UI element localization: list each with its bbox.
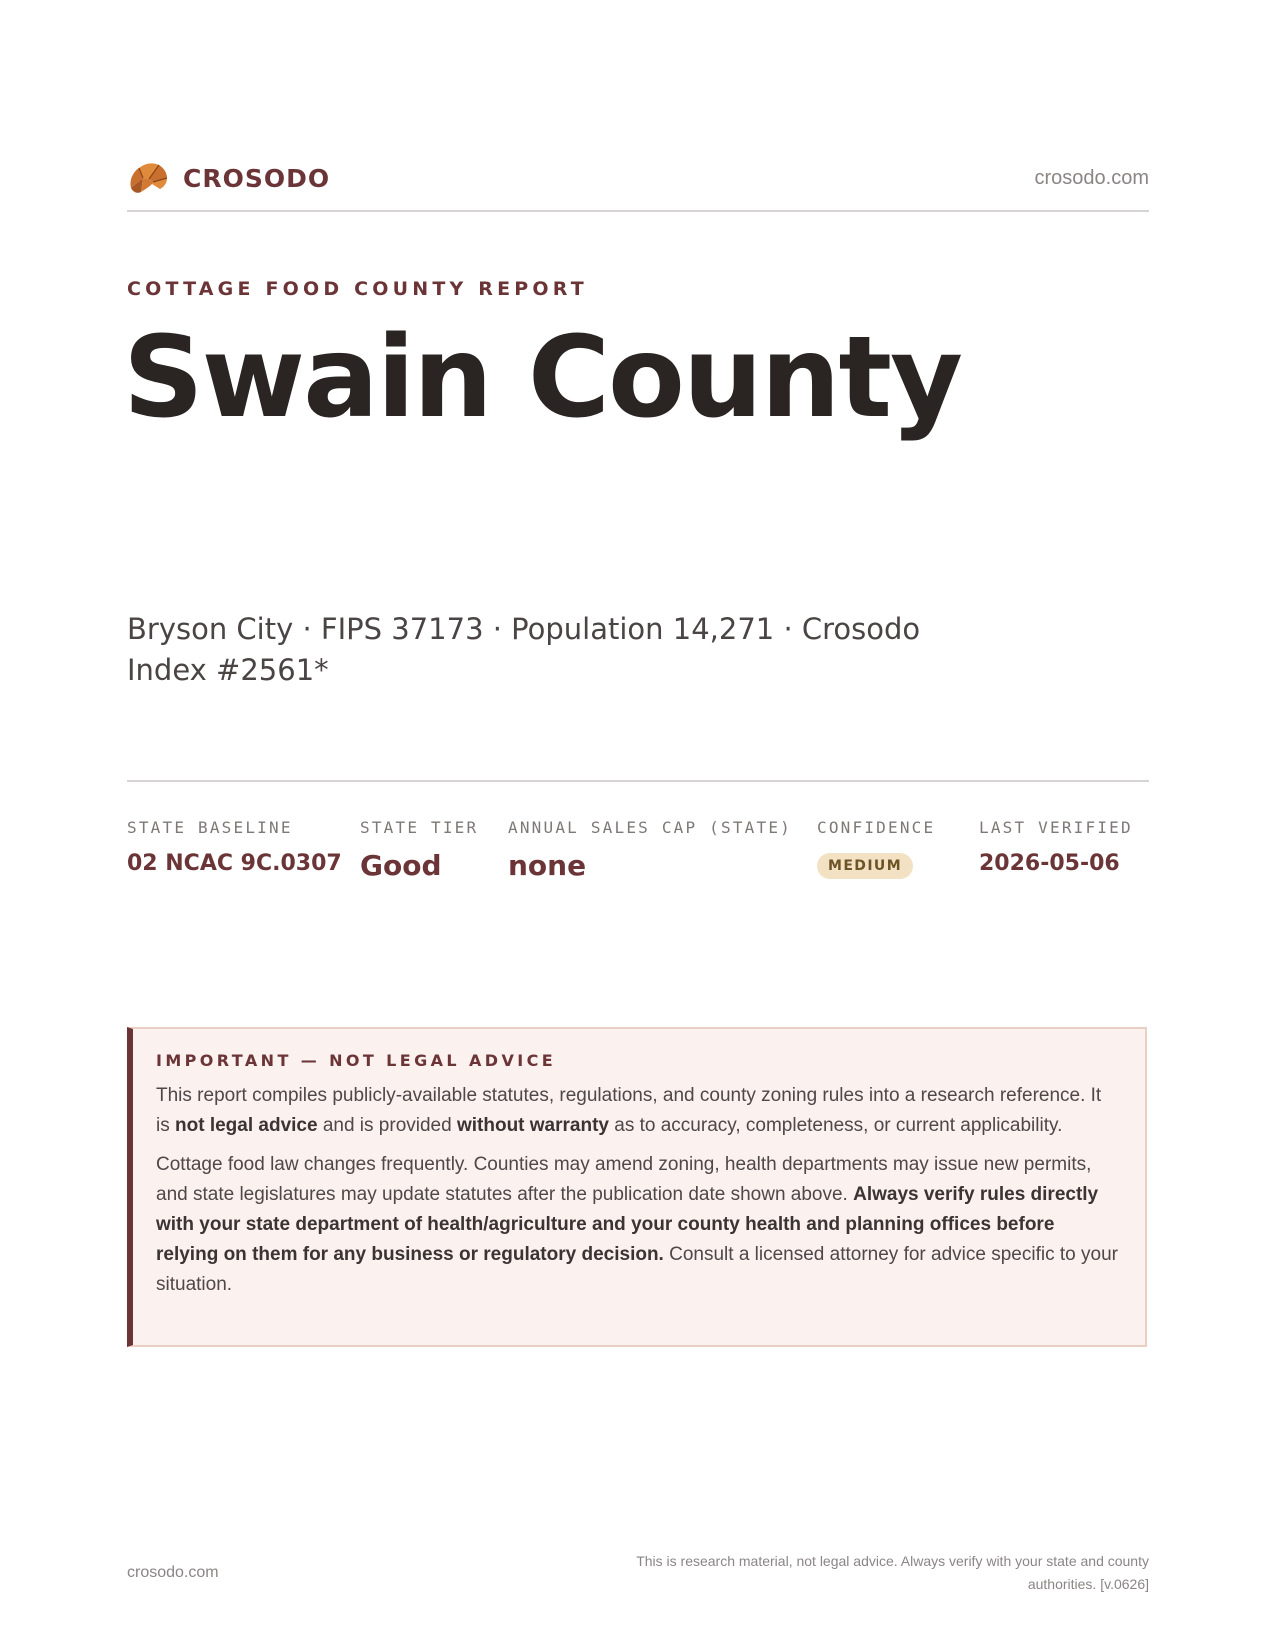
stat-label: CONFIDENCE bbox=[817, 818, 936, 837]
notice-title: IMPORTANT — NOT LEGAL ADVICE bbox=[156, 1051, 557, 1070]
stat-state-baseline bbox=[127, 818, 342, 876]
stat-label: LAST VERIFIED bbox=[979, 818, 1133, 837]
page-title: Swain County bbox=[123, 313, 961, 443]
page-header bbox=[127, 158, 1149, 200]
confidence-badge: MEDIUM bbox=[817, 853, 913, 879]
notice-text: Cottage food law changes frequently. Counties may amend zoning, health departments may issue new permits, and state legislatures may update statutes after the publication date shown above. bbox=[156, 1154, 1092, 1205]
footer-disclaimer: This is research material, not legal advice. Always verify with your state and county authorities. [v.0626] bbox=[636, 1553, 1149, 1592]
stat-value: 02 NCAC 9C.0307 bbox=[127, 851, 342, 876]
stat-value: Good bbox=[360, 849, 442, 882]
stats-divider bbox=[127, 780, 1149, 782]
notice-paragraph-2 bbox=[156, 1150, 1119, 1300]
site-url-link[interactable]: crosodo.com bbox=[1034, 167, 1149, 189]
notice-paragraph-1 bbox=[156, 1081, 1119, 1141]
notice-text: Consult a licensed attorney for advice specific to your situation. bbox=[156, 1244, 1118, 1295]
brand-name: CROSODO bbox=[183, 163, 331, 193]
stat-last-verified bbox=[979, 818, 1133, 876]
notice-text: and is provided bbox=[317, 1115, 457, 1136]
stat-value: none bbox=[508, 849, 587, 882]
notice-bold: not legal advice bbox=[175, 1115, 318, 1136]
report-eyebrow: COTTAGE FOOD COUNTY REPORT bbox=[127, 278, 588, 300]
footer-site-link[interactable]: crosodo.com bbox=[127, 1564, 219, 1581]
stat-label: ANNUAL SALES CAP (STATE) bbox=[508, 818, 792, 837]
stat-state-tier bbox=[360, 818, 478, 882]
stat-value: 2026-05-06 bbox=[979, 851, 1120, 876]
header-divider bbox=[127, 210, 1149, 212]
stat-label: STATE BASELINE bbox=[127, 818, 293, 837]
notice-bold: Always verify rules directly with your state department of health/agriculture and your county health and planning offices before relying on them for any business or regulatory decision. bbox=[156, 1184, 1099, 1265]
notice-bold: without warranty bbox=[456, 1115, 609, 1136]
report-page bbox=[123, 0, 1149, 1650]
legal-notice bbox=[127, 1027, 1147, 1347]
stat-confidence bbox=[817, 818, 935, 879]
stat-label: STATE TIER bbox=[360, 818, 479, 837]
notice-text: as to accuracy, completeness, or current applicability. bbox=[608, 1115, 1063, 1136]
stat-annual-sales-cap bbox=[508, 818, 792, 882]
croissant-icon bbox=[127, 158, 169, 198]
notice-text: This report compiles publicly-available statutes, regulations, and county zoning rules into a research reference. It is bbox=[156, 1085, 1102, 1136]
report-subtitle: Bryson City · FIPS 37173 · Population 14,271 · Crosodo Index #2561* bbox=[127, 612, 921, 687]
brand[interactable] bbox=[127, 158, 330, 198]
